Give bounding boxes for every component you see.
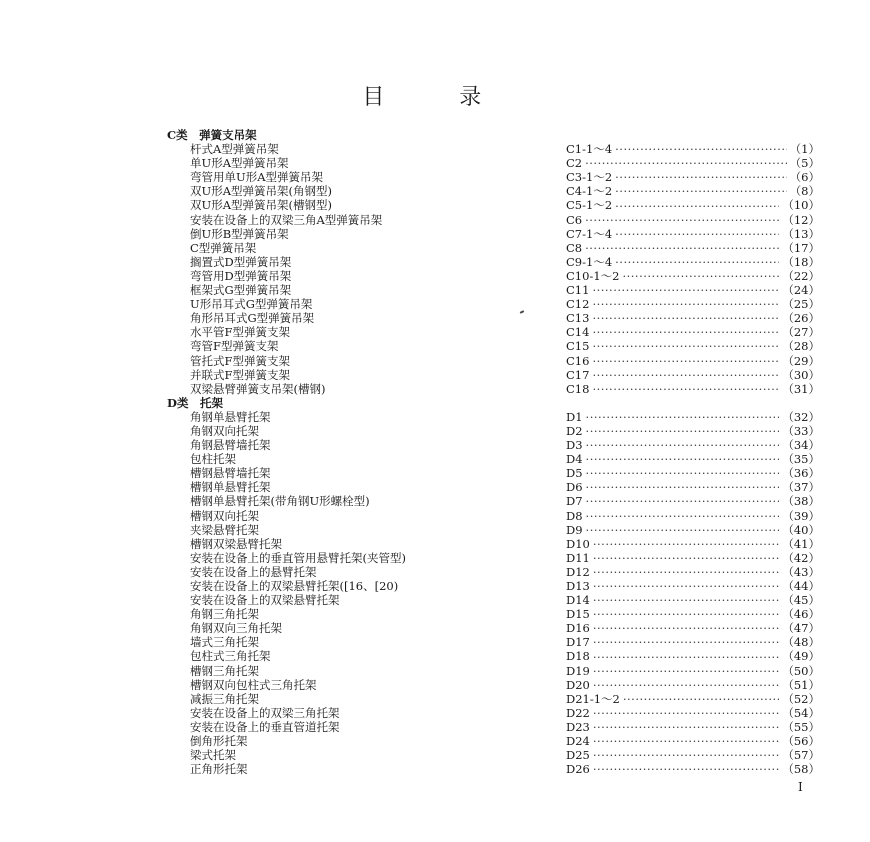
toc-entry-reference [566,311,820,325]
drawing-code: D3 [566,438,583,453]
page-reference: （41） [782,536,820,551]
toc-entry-reference [566,762,820,776]
toc-entry-reference [566,283,820,297]
toc-entry-reference [566,142,820,156]
drawing-code: C10-1～2 [566,268,620,283]
toc-entry-reference [566,438,820,452]
toc-entry-title: 槽钢双向托架 [190,508,259,523]
page-reference: （1） [789,142,820,157]
toc-entry-reference [566,509,820,523]
toc-entry[interactable] [0,142,870,156]
toc-entry-title: 管托式F型弹簧支架 [190,353,290,368]
drawing-code: D24 [566,734,590,749]
toc-entry-title: 包柱托架 [190,452,236,467]
toc-entry-title: 并联式F型弹簧支架 [190,367,290,382]
toc-entry-reference [566,354,820,368]
toc-entry-reference [566,607,820,621]
toc-entry[interactable] [0,720,870,734]
dot-leader [615,255,779,269]
toc-entry[interactable] [0,664,870,678]
toc-entry[interactable] [0,748,870,762]
dot-leader [592,354,779,368]
toc-entry-reference [566,241,820,255]
drawing-code: D4 [566,452,583,467]
toc-entry[interactable] [0,466,870,480]
toc-entry[interactable] [0,706,870,720]
toc-entry-title: 倒U形B型弹簧吊架 [190,226,289,241]
drawing-code: D13 [566,579,590,593]
dot-leader [593,551,780,565]
toc-entry[interactable] [0,198,870,212]
toc-entry[interactable] [0,523,870,537]
page-reference: （28） [782,339,820,354]
toc-entry-title: 正角形托架 [190,762,248,777]
toc-entry[interactable] [0,241,870,255]
page-reference: （49） [782,649,820,664]
drawing-code: D12 [566,564,590,579]
toc-entry-reference [566,325,820,339]
toc-entry-reference [566,213,820,227]
drawing-code: D10 [566,536,590,551]
dot-leader [585,156,787,170]
toc-entry[interactable] [0,593,870,607]
dot-leader [593,664,780,678]
toc-entry[interactable] [0,678,870,692]
drawing-code: D5 [566,466,583,481]
page-reference: （37） [782,480,820,495]
toc-entry-title: 安装在设备上的双梁悬臂托架 [190,593,340,608]
toc-entry-title: 水平管F型弹簧支架 [190,325,290,340]
dot-leader [586,494,780,508]
page-reference: （45） [782,593,820,608]
toc-entry[interactable] [0,621,870,635]
page-reference: （25） [782,297,820,312]
toc-entry[interactable] [0,354,870,368]
page-reference: （36） [782,466,820,481]
page-reference: （35） [782,452,820,467]
page-reference: （6） [789,170,820,185]
drawing-code: D19 [566,663,590,678]
dot-leader [622,269,779,283]
dot-leader [615,170,787,184]
page-reference: （27） [782,325,820,340]
drawing-code: C4-1～2 [566,184,613,199]
drawing-code: D11 [566,550,590,565]
drawing-code: D23 [566,719,590,734]
page-reference: （43） [782,564,820,579]
page-reference: （33） [782,423,820,438]
dot-leader [593,748,780,762]
page-reference: （31） [782,381,820,396]
toc-entry-title: 倒角形托架 [190,734,248,749]
dot-leader [592,283,779,297]
toc-entry-reference [566,368,820,382]
dot-leader [593,565,780,579]
page-reference: （24） [782,283,820,298]
toc-entry[interactable] [0,283,870,297]
toc-entry-title: 弯管用单U形A型弹簧吊架 [190,170,323,185]
toc-entry-reference [566,466,820,480]
dot-leader [593,706,780,720]
toc-entry-title: 搁置式D型弹簧吊架 [190,254,292,269]
page-reference: （38） [782,494,820,509]
toc-entry-reference [566,748,820,762]
toc-entry-reference [566,494,820,508]
toc-entry-title: 安装在设备上的双梁悬臂托架([16、[20) [190,579,399,593]
toc-entry-title: 安装在设备上的垂直管用悬臂托架(夹管型) [190,550,406,565]
dot-leader [593,720,780,734]
page-reference: （51） [782,677,820,692]
toc-entry-reference [566,452,820,466]
toc-entry[interactable] [0,368,870,382]
dot-leader [593,734,780,748]
toc-entry-title: 墙式三角托架 [190,635,259,650]
toc-entry-title: 槽钢单悬臂托架(带角钢U形螺栓型) [190,494,370,509]
toc-entry-reference [566,621,820,635]
toc-entry-title: 弯管F型弹簧支架 [190,339,279,354]
toc-entry[interactable] [0,424,870,438]
toc-entry-reference [566,635,820,649]
dot-leader [586,410,780,424]
toc-entry-title: 双U形A型弹簧吊架(槽钢型) [190,198,332,213]
drawing-code: D15 [566,607,590,622]
page-reference: （34） [782,438,820,453]
page-reference: （57） [782,748,820,763]
toc-entry-reference [566,565,820,579]
dot-leader [586,438,780,452]
toc-entry-title: 杆式A型弹簧吊架 [190,142,279,157]
drawing-code: D25 [566,748,590,763]
toc-entry-reference [566,424,820,438]
dot-leader [593,678,780,692]
toc-entry[interactable] [0,635,870,649]
drawing-code: C3-1～2 [566,170,613,185]
toc-entry[interactable] [0,579,870,593]
toc-entry-title: 包柱式三角托架 [190,649,271,664]
page-reference: （54） [782,705,820,720]
toc-entry-reference [566,297,820,311]
drawing-code: D26 [566,762,590,777]
drawing-code: C9-1～4 [566,254,613,269]
dot-leader [593,579,780,593]
toc-entry[interactable] [0,156,870,170]
dot-leader [586,523,780,537]
toc-entry-title: 减振三角托架 [190,691,259,706]
drawing-code: C1-1～4 [566,142,613,157]
drawing-code: D6 [566,480,583,495]
toc-entry[interactable] [0,734,870,748]
toc-entry-reference [566,480,820,494]
page-reference: （8） [789,184,820,199]
toc-entry-title: 角钢单悬臂托架 [190,409,271,424]
toc-entry[interactable] [0,692,870,706]
page-reference: （58） [782,762,820,777]
page-reference: （29） [782,353,820,368]
dot-leader [592,311,779,325]
dot-leader [586,509,780,523]
section-title: C类 弹簧支吊架 [167,128,257,142]
dot-leader [585,213,779,227]
toc-entry-reference [566,339,820,353]
dot-leader [615,227,779,241]
toc-entry-reference [566,593,820,607]
toc-entry-reference [566,198,820,212]
dot-leader [623,692,779,706]
toc-entry[interactable] [0,551,870,565]
drawing-code: C6 [566,212,583,227]
toc-entry[interactable] [0,297,870,311]
toc-entry[interactable] [0,227,870,241]
toc-entry-title: 槽钢双梁悬臂托架 [190,536,282,551]
drawing-code: D22 [566,705,590,720]
drawing-code: C14 [566,325,590,340]
toc-entry[interactable] [0,509,870,523]
drawing-code: C13 [566,311,590,326]
page-reference: （50） [782,663,820,678]
page-title: 目 录 [362,85,508,110]
toc-entry[interactable] [0,565,870,579]
toc-entry[interactable] [0,537,870,551]
dot-leader [592,368,779,382]
dot-leader [615,142,787,156]
dot-leader [586,466,780,480]
toc-entry-title: 角钢双向三角托架 [190,621,282,636]
toc-entry-reference [566,551,820,565]
dot-leader [593,537,780,551]
toc-entry[interactable] [0,184,870,198]
page-reference: （39） [782,508,820,523]
toc-entry-reference [566,382,820,396]
toc-entry[interactable] [0,649,870,663]
toc-entry-title: 槽钢双向包柱式三角托架 [190,677,317,692]
toc-entry-title: C型弹簧吊架 [190,240,257,255]
page-reference: （42） [782,550,820,565]
drawing-code: C8 [566,240,583,255]
toc-entry-title: 单U形A型弹簧吊架 [190,156,289,171]
dot-leader [593,650,780,664]
toc-entry[interactable] [0,325,870,339]
drawing-code: D20 [566,677,590,692]
page-number: I [798,780,803,794]
page-reference: （56） [782,734,820,749]
page-reference: （32） [782,409,820,424]
toc-entry-title: 角钢悬臂墙托架 [190,438,271,453]
toc-entry-title: 槽钢三角托架 [190,663,259,678]
toc-entry-title: 双梁悬臂弹簧支吊架(槽钢) [190,381,326,396]
drawing-code: C17 [566,367,590,382]
toc-entry[interactable] [0,410,870,424]
toc-entry-title: 角钢三角托架 [190,607,259,622]
toc-entry[interactable] [0,269,870,283]
toc-entry-title: 槽钢单悬臂托架 [190,480,271,495]
toc-entry-title: 角形吊耳式G型弹簧吊架 [190,311,315,326]
page-reference: （44） [782,579,820,593]
dot-leader [586,452,780,466]
toc-entry-reference [566,579,820,593]
page-reference: （13） [782,226,820,241]
page-reference: （26） [782,311,820,326]
section-title: D类 托架 [167,395,223,410]
toc-entry-title: 框架式G型弹簧吊架 [190,283,292,298]
toc-entry-reference [566,227,820,241]
toc-entry-reference [566,649,820,663]
drawing-code: C18 [566,381,590,396]
dot-leader [593,593,780,607]
section-heading [0,128,870,142]
toc-entry-reference [566,523,820,537]
drawing-code: C5-1～2 [566,198,613,213]
toc-entry-title: 槽钢悬臂墙托架 [190,466,271,481]
table-of-contents [0,128,870,776]
drawing-code: D16 [566,621,590,636]
dot-leader [592,325,779,339]
toc-entry-reference [566,156,820,170]
toc-entry-reference [566,706,820,720]
toc-entry[interactable] [0,480,870,494]
toc-entry[interactable] [0,452,870,466]
toc-entry-title: 安装在设备上的悬臂托架 [190,564,317,579]
page-reference: （48） [782,635,820,650]
toc-entry-title: 安装在设备上的双梁三角托架 [190,705,340,720]
page-reference: （22） [782,268,820,283]
drawing-code: C2 [566,156,583,171]
toc-entry-title: U形吊耳式G型弹簧吊架 [190,297,313,312]
toc-entry-title: 安装在设备上的垂直管道托架 [190,719,340,734]
toc-entry-reference [566,678,820,692]
toc-entry-reference [566,537,820,551]
toc-entry-title: 弯管用D型弹簧吊架 [190,268,292,283]
page-reference: （10） [782,198,820,213]
toc-entry[interactable] [0,382,870,396]
toc-entry[interactable] [0,607,870,621]
dot-leader [586,480,780,494]
toc-entry-reference [566,664,820,678]
drawing-code: D14 [566,593,590,608]
drawing-code: D8 [566,508,583,523]
toc-entry-reference [566,734,820,748]
dot-leader [585,241,779,255]
dot-leader [615,199,779,213]
page-reference: （5） [789,156,820,171]
dot-leader [592,382,779,396]
toc-entry-reference [566,692,820,706]
drawing-code: C16 [566,353,590,368]
dot-leader [593,762,780,776]
toc-entry[interactable] [0,255,870,269]
drawing-code: C15 [566,339,590,354]
drawing-code: C7-1～4 [566,226,613,241]
page-reference: （47） [782,621,820,636]
section-heading [0,396,870,410]
toc-entry[interactable] [0,311,870,325]
page-reference: （40） [782,522,820,537]
toc-entry-title: 双U形A型弹簧吊架(角钢型) [190,184,332,199]
page-reference: （55） [782,719,820,734]
dot-leader [592,339,779,353]
dot-leader [592,297,779,311]
toc-entry[interactable] [0,762,870,776]
drawing-code: D21-1～2 [566,691,620,706]
drawing-code: D2 [566,423,583,438]
drawing-code: D1 [566,409,583,424]
drawing-code: C12 [566,297,590,312]
dot-leader [586,424,780,438]
toc-entry-title: 角钢双向托架 [190,423,259,438]
toc-entry-title: 夹梁悬臂托架 [190,522,259,537]
toc-entry-reference [566,269,820,283]
toc-entry[interactable] [0,170,870,184]
toc-entry-reference [566,184,820,198]
toc-entry[interactable] [0,494,870,508]
drawing-code: D17 [566,635,590,650]
drawing-code: D7 [566,494,583,509]
dot-leader [615,184,787,198]
toc-entry-title: 梁式托架 [190,748,236,763]
dot-leader [593,607,780,621]
toc-entry[interactable] [0,339,870,353]
toc-entry-reference [566,410,820,424]
drawing-code: D9 [566,522,583,537]
drawing-code: C11 [566,283,590,298]
page-reference: （46） [782,607,820,622]
dot-leader [593,621,780,635]
drawing-code: D18 [566,649,590,664]
page-reference: （12） [782,212,820,227]
page-reference: （30） [782,367,820,382]
page-reference: （52） [782,691,820,706]
toc-entry-reference [566,170,820,184]
toc-entry-reference [566,720,820,734]
toc-entry[interactable] [0,213,870,227]
toc-entry-title: 安装在设备上的双梁三角A型弹簧吊架 [190,212,383,227]
toc-entry[interactable] [0,438,870,452]
dot-leader [593,635,780,649]
page-reference: （18） [782,254,820,269]
toc-entry-reference [566,255,820,269]
page-reference: （17） [782,240,820,255]
